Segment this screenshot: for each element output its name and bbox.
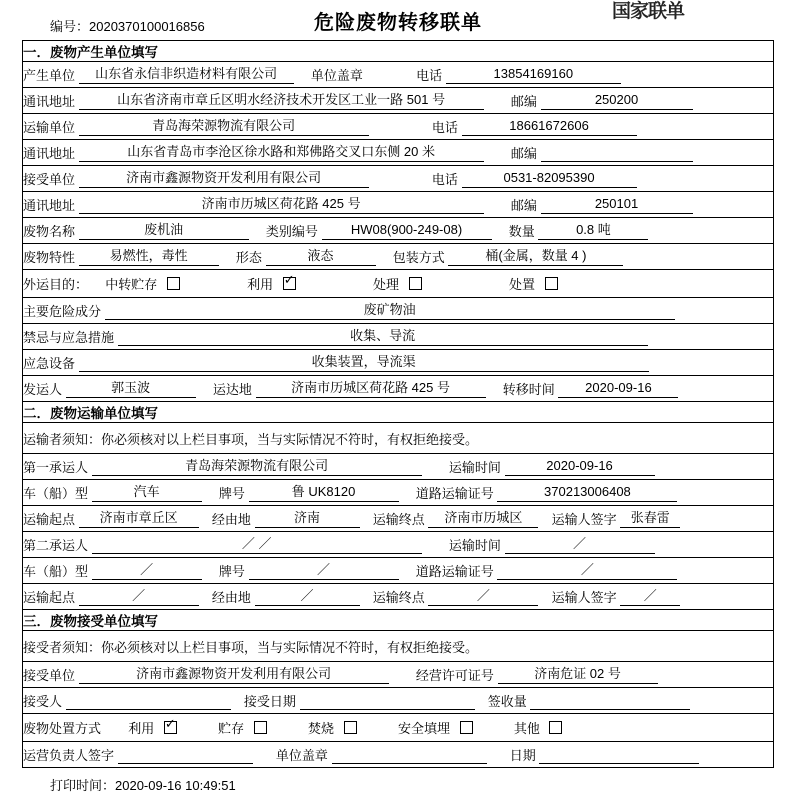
section3-heading-row — [23, 610, 774, 631]
carrier1-via-value: 济南 — [255, 509, 360, 528]
carrier1-time-value: 2020-09-16 — [505, 457, 655, 476]
carrier1-sign-value: 张春雷 — [620, 509, 680, 528]
carrier2-vehicle-label: 车（船）型 — [23, 564, 89, 579]
final-receiver-row — [23, 662, 774, 688]
producer-postcode-label: 邮编 — [510, 94, 537, 109]
carrier2-via-label: 经由地 — [211, 590, 251, 605]
carrier2-license-value: ／ — [497, 561, 677, 580]
receive-date-label: 接受日期 — [243, 694, 296, 709]
seal-label: 单位盖章 — [310, 68, 363, 83]
receive-qty-label: 签收量 — [487, 694, 527, 709]
waste-name-row — [23, 218, 774, 244]
section1-heading: 一．废物产生单位填写 — [23, 41, 774, 62]
section2-notice: 运输者须知：你必须核对以上栏目事项，当与实际情况不符时，有权拒绝接受。 — [23, 423, 774, 454]
section3-notice: 接受者须知：你必须核对以上栏目事项，当与实际情况不符时，有权拒绝接受。 — [23, 631, 774, 662]
waste-property-label: 废物特性 — [23, 250, 76, 265]
quantity-label: 数量 — [508, 224, 535, 239]
transporter-value: 青岛海荣源物流有限公司 — [79, 117, 369, 136]
print-time-label: 打印时间： — [50, 778, 116, 793]
carrier1-value: 青岛海荣源物流有限公司 — [92, 457, 422, 476]
carrier1-sign-label: 运输人签字 — [551, 512, 617, 527]
carrier1-row — [23, 454, 774, 480]
receiver-label: 接受单位 — [23, 172, 76, 187]
receiver-row — [23, 166, 774, 192]
sender-label: 发运人 — [23, 382, 63, 397]
receive-person-label: 接受人 — [23, 694, 63, 709]
disposal-row — [23, 714, 774, 742]
carrier1-vehicle-label: 车（船）型 — [23, 486, 89, 501]
transporter-postcode-label: 邮编 — [510, 146, 537, 161]
carrier2-dest-value: ／ — [428, 587, 538, 606]
section3-notice-row — [23, 631, 774, 662]
carrier1-time-label: 运输时间 — [448, 460, 501, 475]
carrier2-value: ／ ／ — [92, 535, 422, 554]
sender-value: 郭玉波 — [66, 379, 196, 398]
charge-sign-value — [118, 745, 253, 764]
purpose-option-3-checkbox[interactable] — [409, 277, 422, 290]
waste-property-value: 易燃性，毒性 — [79, 247, 219, 266]
final-receiver-label: 接受单位 — [23, 668, 76, 683]
permit-value: 济南危证 02 号 — [498, 665, 658, 684]
carrier1-vehicle-row — [23, 480, 774, 506]
carrier2-origin-value: ／ — [79, 587, 199, 606]
carrier1-dest-label: 运输终点 — [372, 512, 425, 527]
transfer-time-label: 转移时间 — [502, 382, 555, 397]
waste-form-value: 液态 — [266, 247, 376, 266]
final-date-value — [539, 745, 699, 764]
purpose-option-1-label: 中转贮存 — [105, 277, 158, 292]
producer-address-label: 通讯地址 — [23, 94, 76, 109]
carrier2-plate-value: ／ — [249, 561, 399, 580]
carrier2-time-value: ／ — [505, 535, 655, 554]
transporter-label: 运输单位 — [23, 120, 76, 135]
equipment-row — [23, 350, 774, 376]
equipment-value: 收集装置，导流渠 — [79, 353, 649, 372]
carrier1-origin-label: 运输起点 — [23, 512, 76, 527]
document-number-label: 编号： — [50, 19, 90, 34]
carrier1-plate-value: 鲁 UK8120 — [249, 483, 399, 502]
waste-name-label: 废物名称 — [23, 224, 76, 239]
unit-seal-value — [332, 745, 487, 764]
purpose-row — [23, 270, 774, 298]
producer-value: 山东省永信非织造材料有限公司 — [79, 65, 294, 84]
taboo-row — [23, 324, 774, 350]
carrier2-plate-label: 牌号 — [218, 564, 245, 579]
purpose-option-4-checkbox[interactable] — [545, 277, 558, 290]
equipment-label: 应急设备 — [23, 356, 76, 371]
transfer-time-value: 2020-09-16 — [558, 379, 678, 398]
purpose-label: 外运目的： — [23, 277, 89, 292]
disposal-option-5-checkbox[interactable] — [549, 721, 562, 734]
section2-notice-row — [23, 423, 774, 454]
destination-label: 运达地 — [212, 382, 252, 397]
carrier2-via-value: ／ — [255, 587, 360, 606]
waste-form-label: 形态 — [235, 250, 262, 265]
print-time-value: 2020-09-16 10:49:51 — [115, 778, 236, 793]
transporter-address-value: 山东省青岛市李沧区徐水路和郑佛路交叉口东侧 20 米 — [79, 143, 484, 162]
producer-label: 产生单位 — [23, 68, 76, 83]
waste-property-row — [23, 244, 774, 270]
receiver-phone-value: 0531-82095390 — [462, 169, 637, 188]
carrier1-vehicle-value: 汽车 — [92, 483, 202, 502]
final-receiver-value: 济南市鑫源物资开发利用有限公司 — [79, 665, 389, 684]
taboo-label: 禁忌与应急措施 — [23, 330, 115, 345]
carrier1-dest-value: 济南市历城区 — [428, 509, 538, 528]
transporter-address-label: 通讯地址 — [23, 146, 76, 161]
carrier2-row — [23, 532, 774, 558]
main-component-value: 废矿物油 — [105, 301, 675, 320]
carrier1-plate-label: 牌号 — [218, 486, 245, 501]
disposal-option-4-checkbox[interactable] — [460, 721, 473, 734]
receive-date-value — [300, 691, 475, 710]
receive-person-row — [23, 688, 774, 714]
section1-heading-row — [23, 41, 774, 62]
transporter-phone-label: 电话 — [431, 120, 458, 135]
producer-postcode-value: 250200 — [541, 91, 693, 110]
purpose-option-2-label: 利用 — [247, 277, 274, 292]
package-value: 桶(金属，数量 4 ) — [448, 247, 623, 266]
carrier1-via-label: 经由地 — [211, 512, 251, 527]
carrier1-label: 第一承运人 — [23, 460, 89, 475]
section2-heading: 二．废物运输单位填写 — [23, 402, 774, 423]
carrier1-route-row — [23, 506, 774, 532]
waste-name-value: 废机油 — [79, 221, 249, 240]
receiver-postcode-label: 邮编 — [510, 198, 537, 213]
category-value: HW08(900-249-08) — [322, 221, 492, 240]
carrier2-label: 第二承运人 — [23, 538, 89, 553]
carrier2-sign-value: ／ — [620, 587, 680, 606]
transporter-phone-value: 18661672606 — [462, 117, 637, 136]
purpose-option-2-checkbox[interactable] — [283, 277, 296, 290]
final-date-label: 日期 — [509, 748, 536, 763]
package-label: 包装方式 — [392, 250, 445, 265]
receiver-address-value: 济南市历城区荷花路 425 号 — [79, 195, 484, 214]
main-component-label: 主要危险成分 — [23, 304, 102, 319]
manifest-table — [22, 40, 774, 768]
section2-heading-row — [23, 402, 774, 423]
carrier1-license-label: 道路运输证号 — [415, 486, 494, 501]
carrier2-dest-label: 运输终点 — [372, 590, 425, 605]
disposal-option-5-label: 其他 — [513, 721, 540, 736]
producer-phone-label: 电话 — [416, 68, 443, 83]
carrier1-license-value: 370213006408 — [497, 483, 677, 502]
document-number-value: 2020370100016856 — [89, 19, 205, 34]
carrier2-route-row — [23, 584, 774, 610]
disposal-option-1-checkbox[interactable] — [164, 721, 177, 734]
main-component-row — [23, 298, 774, 324]
producer-phone-value: 13854169160 — [446, 65, 621, 84]
receiver-address-row — [23, 192, 774, 218]
disposal-label: 废物处置方式 — [23, 721, 102, 736]
carrier2-license-label: 道路运输证号 — [415, 564, 494, 579]
producer-address-row — [23, 88, 774, 114]
receiver-postcode-value: 250101 — [541, 195, 693, 214]
charge-sign-row — [23, 742, 774, 768]
disposal-option-4-label: 安全填埋 — [397, 721, 450, 736]
purpose-option-3-label: 处理 — [373, 277, 400, 292]
disposal-option-3-label: 焚烧 — [308, 721, 335, 736]
section3-heading: 三．废物接受单位填写 — [23, 610, 774, 631]
producer-row — [23, 62, 774, 88]
page-title: 危险废物转移联单 — [314, 12, 482, 34]
carrier2-origin-label: 运输起点 — [23, 590, 76, 605]
transporter-postcode-value — [541, 143, 693, 162]
disposal-option-2-checkbox[interactable] — [254, 721, 267, 734]
receive-person-value — [66, 691, 231, 710]
carrier2-time-label: 运输时间 — [448, 538, 501, 553]
transporter-address-row — [23, 140, 774, 166]
quantity-value: 0.8 吨 — [538, 221, 648, 240]
receiver-value: 济南市鑫源物资开发利用有限公司 — [79, 169, 369, 188]
charge-sign-label: 运营负责人签字 — [23, 748, 115, 763]
destination-value: 济南市历城区荷花路 425 号 — [256, 379, 486, 398]
sender-row — [23, 376, 774, 402]
disposal-option-2-label: 贮存 — [218, 721, 245, 736]
receive-qty-value — [530, 691, 690, 710]
permit-label: 经营许可证号 — [415, 668, 494, 683]
print-time — [22, 775, 774, 794]
carrier2-vehicle-row — [23, 558, 774, 584]
category-label: 类别编号 — [265, 224, 318, 239]
document-header — [22, 0, 774, 40]
purpose-option-1-checkbox[interactable] — [167, 277, 180, 290]
receiver-address-label: 通讯地址 — [23, 198, 76, 213]
producer-address-value: 山东省济南市章丘区明水经济技术开发区工业一路 501 号 — [79, 91, 484, 110]
disposal-option-3-checkbox[interactable] — [344, 721, 357, 734]
unit-seal-label: 单位盖章 — [275, 748, 328, 763]
transporter-row — [23, 114, 774, 140]
carrier2-sign-label: 运输人签字 — [551, 590, 617, 605]
taboo-value: 收集、导流 — [118, 327, 648, 346]
stamp-mark: 国家联单 — [611, 1, 684, 22]
carrier2-vehicle-value: ／ — [92, 561, 202, 580]
receiver-phone-label: 电话 — [431, 172, 458, 187]
carrier1-origin-value: 济南市章丘区 — [79, 509, 199, 528]
disposal-option-1-label: 利用 — [128, 721, 155, 736]
purpose-option-4-label: 处置 — [508, 277, 535, 292]
